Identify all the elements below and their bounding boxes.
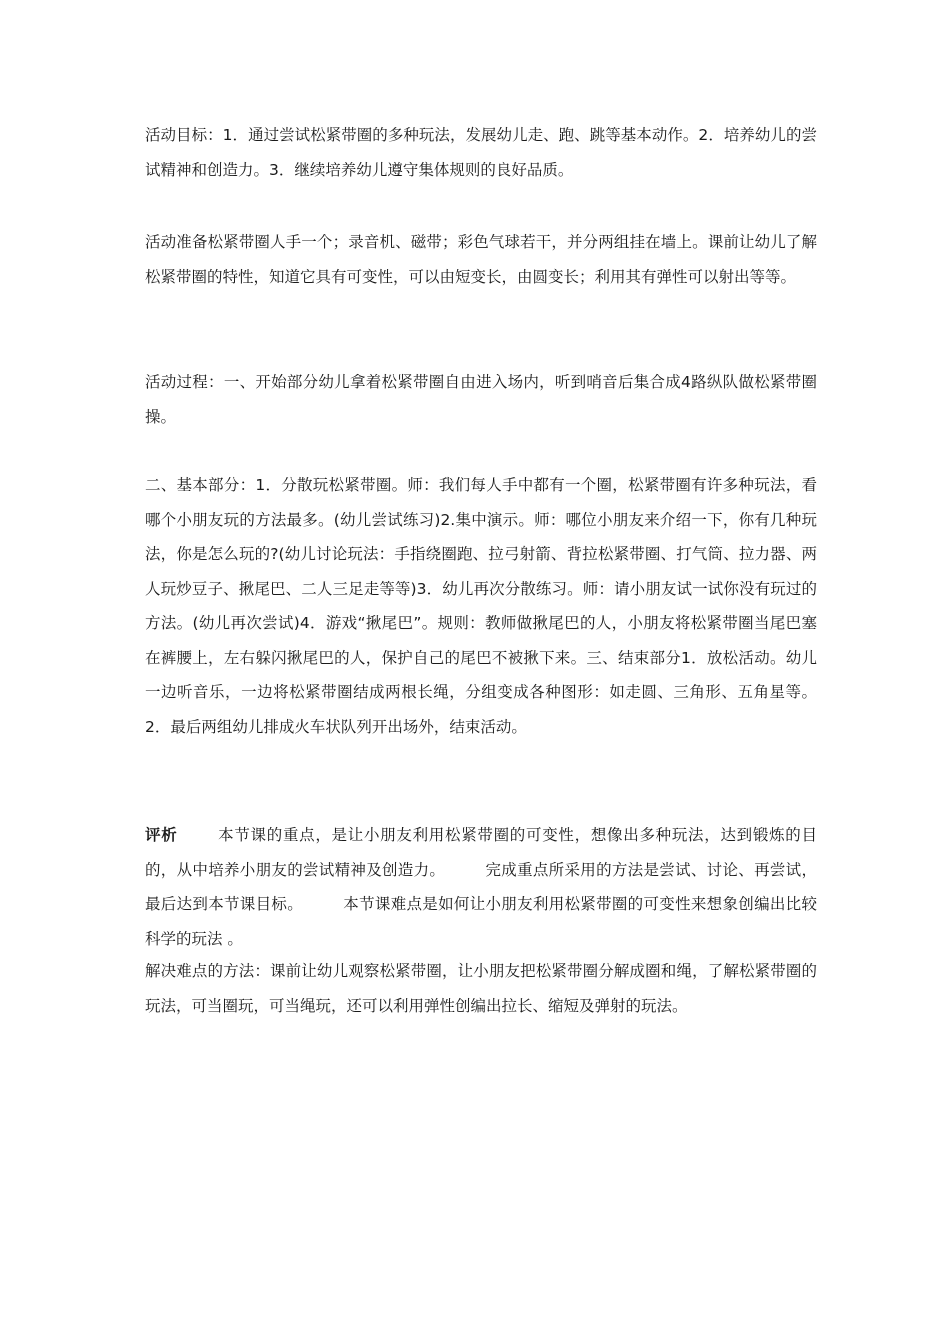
review-heading: 评析 <box>145 826 178 844</box>
review-paragraph <box>145 818 817 956</box>
review-part-3: 本节课难点是如何让小朋友利用松紧带圈的可变性来想象创编出比较科学的玩法 。 <box>145 895 817 948</box>
activity-process-paragraph: 活动过程：一、开始部分幼儿拿着松紧带圈自由进入场内，听到哨音后集合成4路纵队做松紧带圈操。 <box>145 373 817 426</box>
activity-preparation-paragraph: 活动准备松紧带圈人手一个；录音机、磁带；彩色气球若干，并分两组挂在墙上。课前让幼儿了解松紧带圈的特性，知道它具有可变性，可以由短变长，由圆变长；利用其有弹性可以射出等等。 <box>145 233 817 286</box>
review-part-1: 本节课的重点，是让小朋友利用松紧带圈的可变性，想像出多种玩法，达到锻炼的目的，从中培养小朋友的尝试精神及创造力。 <box>145 826 817 879</box>
basic-part-paragraph: 二、基本部分：1．分散玩松紧带圈。师：我们每人手中都有一个圈，松紧带圈有许多种玩法，看哪个小朋友玩的方法最多。(幼儿尝试练习)2.集中演示。师：哪位小朋友来介绍一下，你有几种玩法，你是怎么玩的?(幼儿讨论玩法：手指绕圈跑、拉弓射箭、背拉松紧带圈、打气筒、拉力器、两人玩炒豆子、揪尾巴、二人三足走等等)3．幼儿再次分散练习。师：请小朋友试一试你没有玩过的方法。(幼儿再次尝试)4．游戏“揪尾巴”。规则：教师做揪尾巴的人，小朋友将松紧带圈当尾巴塞在裤腰上，左右躲闪揪尾巴的人，保护自己的尾巴不被揪下来。三、结束部分1．放松活动。幼儿一边听音乐，一边将松紧带圈结成两根长绳，分组变成各种图形：如走圆、三角形、五角星等。2．最后两组幼儿排成火车状队列开出场外，结束活动。 <box>145 476 817 736</box>
activity-goals-paragraph: 活动目标：1．通过尝试松紧带圈的多种玩法，发展幼儿走、跑、跳等基本动作。2．培养幼儿的尝试精神和创造力。3．继续培养幼儿遵守集体规则的良好品质。 <box>145 126 817 179</box>
solution-paragraph: 解决难点的方法：课前让幼儿观察松紧带圈，让小朋友把松紧带圈分解成圈和绳，了解松紧带圈的玩法，可当圈玩，可当绳玩，还可以利用弹性创编出拉长、缩短及弹射的玩法。 <box>145 962 817 1015</box>
review-part-2: 完成重点所采用的方法是尝试、讨论、再尝试，最后达到本节课目标。 <box>145 860 817 913</box>
